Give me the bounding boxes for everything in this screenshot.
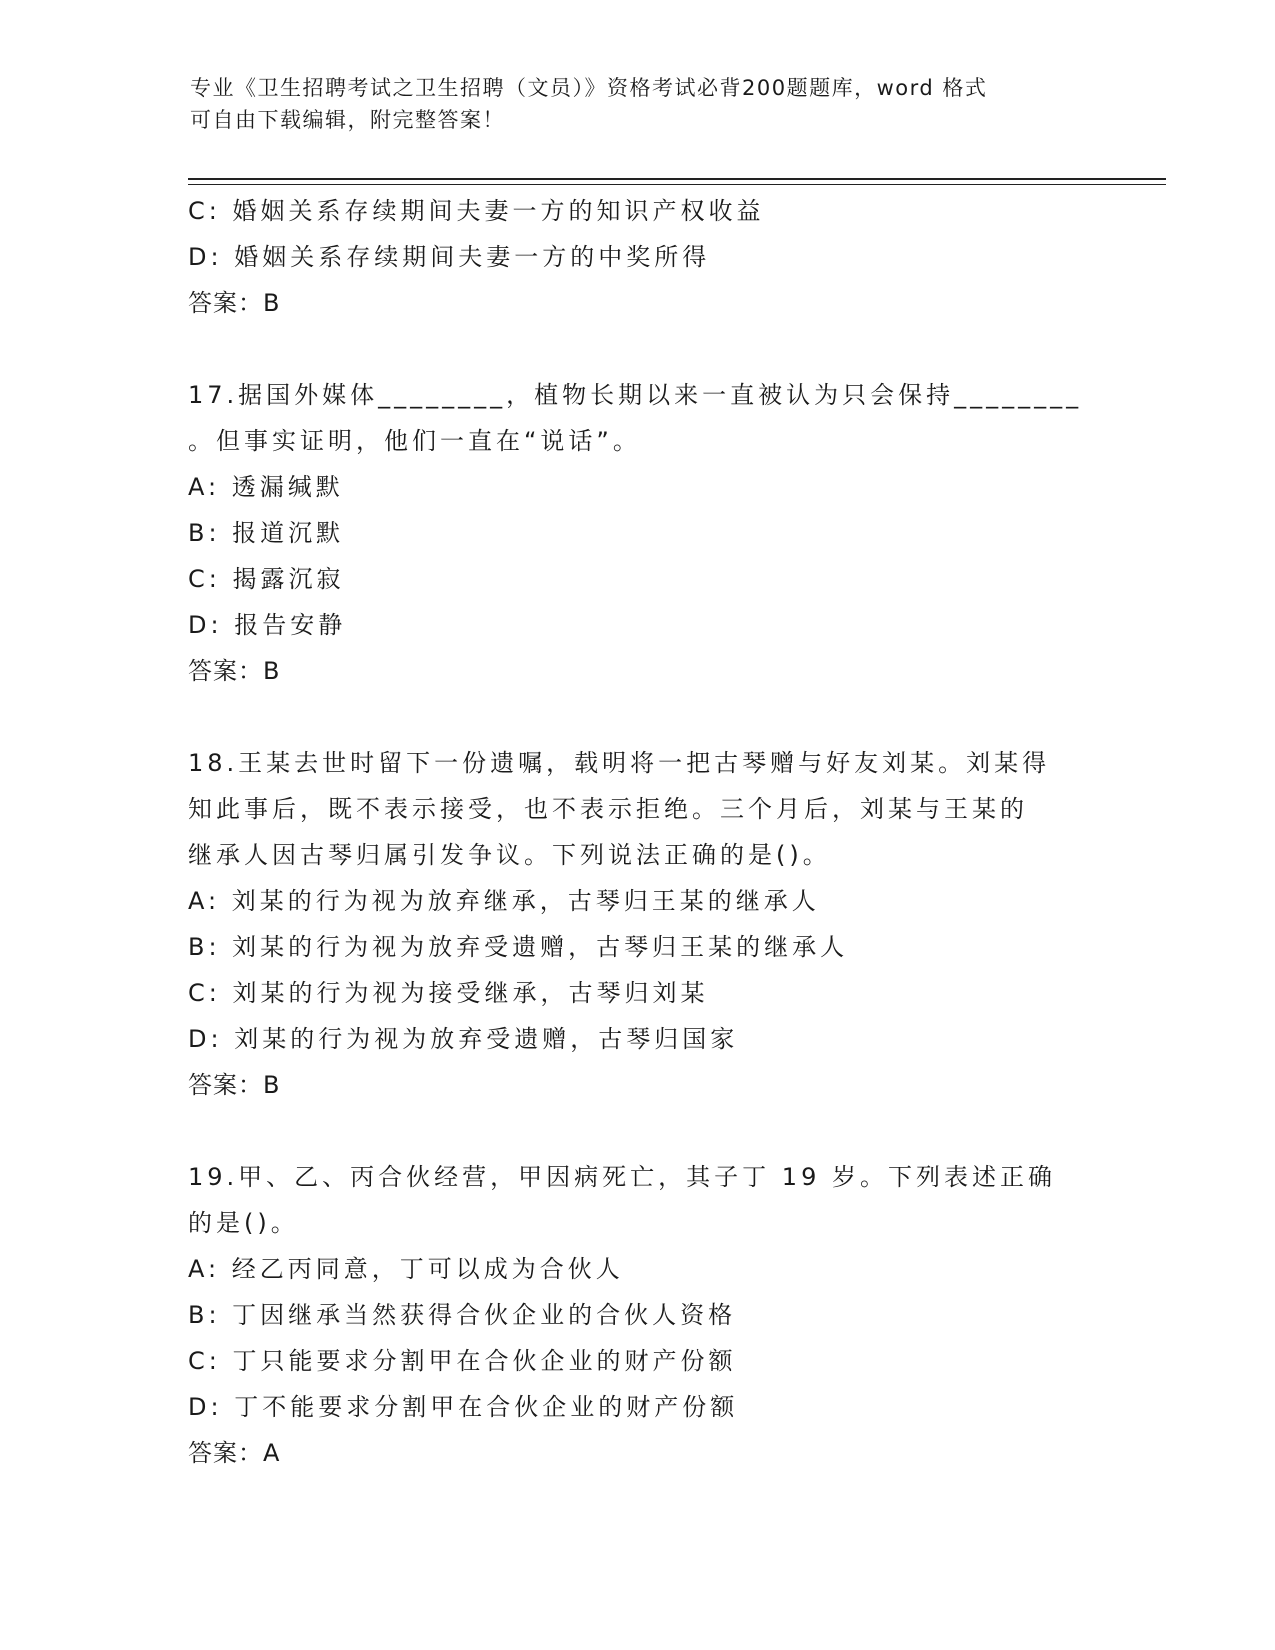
option-c: C: 揭露沉寂 (188, 565, 345, 593)
header-subtitle-line: 可自由下载编辑，附完整答案！ (190, 108, 505, 132)
question-stem: 18.王某去世时留下一份遗嘱，载明将一把古琴赠与好友刘某。刘某得 (188, 749, 1051, 777)
option-a: A: 经乙丙同意，丁可以成为合伙人 (188, 1255, 624, 1283)
question-19 (188, 1154, 1088, 1476)
option-d: D: 刘某的行为视为放弃受遗赠，古琴归国家 (188, 1025, 739, 1053)
header-divider-thick (188, 178, 1166, 180)
option-c: C: 婚姻关系存续期间夫妻一方的知识产权收益 (188, 197, 765, 225)
question-18 (188, 740, 1088, 1108)
option-b: B: 刘某的行为视为放弃受遗赠，古琴归王某的继承人 (188, 933, 849, 961)
question-stem: 继承人因古琴归属引发争议。下列说法正确的是()。 (188, 841, 831, 869)
spacer (188, 326, 1088, 372)
option-a: A: 透漏缄默 (188, 473, 344, 501)
option-d: D: 报告安静 (188, 611, 347, 639)
option-c: C: 刘某的行为视为接受继承，古琴归刘某 (188, 979, 709, 1007)
document-header (190, 72, 1090, 136)
question-content (188, 188, 1088, 1476)
option-a: A: 刘某的行为视为放弃继承，古琴归王某的继承人 (188, 887, 820, 915)
question-17 (188, 372, 1088, 694)
question-stem: 19.甲、乙、丙合伙经营，甲因病死亡，其子丁 19 岁。下列表述正确 (188, 1163, 1056, 1191)
question-stem: 。但事实证明，他们一直在“说话”。 (188, 427, 641, 455)
spacer (188, 694, 1088, 740)
question-stem: 知此事后，既不表示接受，也不表示拒绝。三个月后，刘某与王某的 (188, 795, 1028, 823)
answer-line: 答案：B (188, 657, 281, 685)
option-d: D: 丁不能要求分割甲在合伙企业的财产份额 (188, 1393, 739, 1421)
question-stem: 的是()。 (188, 1209, 299, 1237)
header-divider-thin (188, 184, 1166, 185)
answer-line: 答案：B (188, 1071, 281, 1099)
question-stem: 17.据国外媒体________，植物长期以来一直被认为只会保持________ (188, 381, 1083, 409)
option-c: C: 丁只能要求分割甲在合伙企业的财产份额 (188, 1347, 737, 1375)
option-d: D: 婚姻关系存续期间夫妻一方的中奖所得 (188, 243, 711, 271)
option-b: B: 丁因继承当然获得合伙企业的合伙人资格 (188, 1301, 737, 1329)
option-b: B: 报道沉默 (188, 519, 345, 547)
spacer (188, 1108, 1088, 1154)
answer-line: 答案：A (188, 1439, 281, 1467)
question-fragment (188, 188, 1088, 326)
header-title-line: 专业《卫生招聘考试之卫生招聘（文员）》资格考试必背200题题库，word 格式 (190, 76, 988, 100)
answer-line: 答案：B (188, 289, 281, 317)
